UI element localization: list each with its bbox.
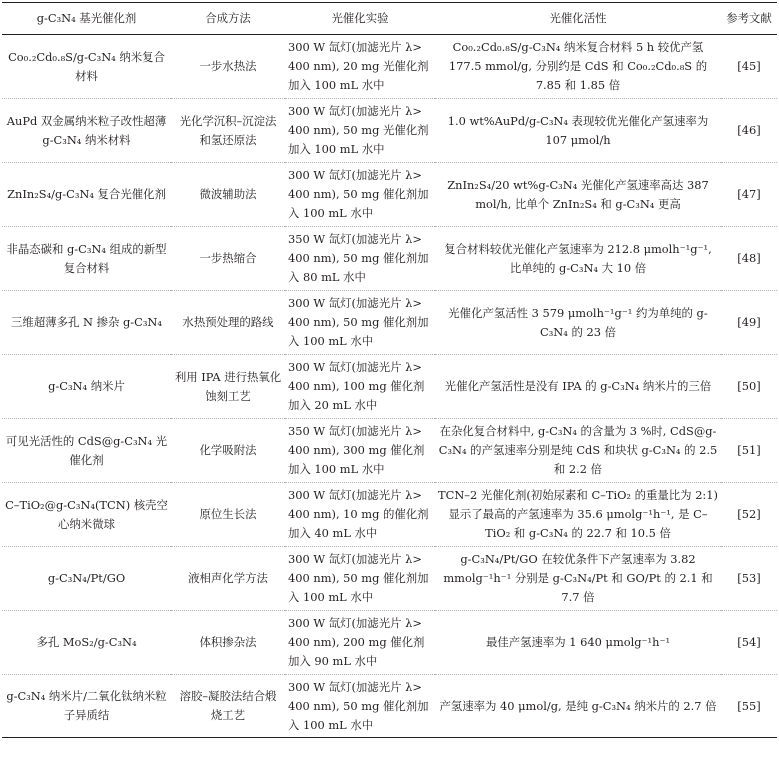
- cell-method: 溶胶–凝胶法结合煅烧工艺: [171, 675, 285, 738]
- table-row: [2, 675, 777, 738]
- cell-activity: 在杂化复合材料中, g-C₃N₄ 的含量为 3 %时, CdS@g-C₃N₄ 的产氢速率分别是纯 CdS 和块状 g-C₃N₄ 的 2.5 和 2.2 倍: [435, 419, 721, 483]
- cell-experiment: 300 W 氙灯(加滤光片 λ> 400 nm), 50 mg 光催化剂加入 100 mL 水中: [285, 99, 435, 163]
- cell-reference: [48]: [721, 227, 777, 291]
- cell-catalyst: 可见光活性的 CdS@g-C₃N₄ 光催化剂: [2, 419, 171, 483]
- cell-experiment: 300 W 氙灯(加滤光片 λ> 400 nm), 50 mg 催化剂加入 100 mL 水中: [285, 675, 435, 738]
- cell-reference: [54]: [721, 611, 777, 675]
- catalyst-table: [2, 2, 777, 738]
- cell-activity: 1.0 wt%AuPd/g-C₃N₄ 表现较优光催化产氢速率为 107 μmol/h: [435, 99, 721, 163]
- cell-reference: [49]: [721, 291, 777, 355]
- cell-activity: ZnIn₂S₄/20 wt%g-C₃N₄ 光催化产氢速率高达 387 mol/h, 比单个 ZnIn₂S₄ 和 g-C₃N₄ 更高: [435, 163, 721, 227]
- cell-method: 一步热缩合: [171, 227, 285, 291]
- header-catalyst: g-C₃N₄ 基光催化剂: [2, 3, 171, 35]
- cell-reference: [52]: [721, 483, 777, 547]
- header-method: 合成方法: [171, 3, 285, 35]
- header-activity: 光催化活性: [435, 3, 721, 35]
- table-row: [2, 35, 777, 99]
- table-row: [2, 291, 777, 355]
- table-row: [2, 611, 777, 675]
- cell-reference: [55]: [721, 675, 777, 738]
- cell-catalyst: 三维超薄多孔 N 掺杂 g-C₃N₄: [2, 291, 171, 355]
- cell-activity: 光催化产氢活性 3 579 μmolh⁻¹g⁻¹ 约为单纯的 g-C₃N₄ 的 23 倍: [435, 291, 721, 355]
- table-row: [2, 163, 777, 227]
- cell-experiment: 300 W 氙灯(加滤光片 λ> 400 nm), 50 mg 催化剂加入 100 mL 水中: [285, 163, 435, 227]
- cell-catalyst: g-C₃N₄ 纳米片: [2, 355, 171, 419]
- cell-method: 一步水热法: [171, 35, 285, 99]
- table-row: [2, 99, 777, 163]
- header-reference: 参考文献: [721, 3, 777, 35]
- table-row: [2, 355, 777, 419]
- table-row: [2, 547, 777, 611]
- cell-catalyst: g-C₃N₄ 纳米片/二氧化钛纳米粒子异质结: [2, 675, 171, 738]
- cell-catalyst: C–TiO₂@g-C₃N₄(TCN) 核壳空心纳米微球: [2, 483, 171, 547]
- cell-reference: [51]: [721, 419, 777, 483]
- cell-activity: g-C₃N₄/Pt/GO 在较优条件下产氢速率为 3.82 mmolg⁻¹h⁻¹ 分别是 g-C₃N₄/Pt 和 GO/Pt 的 2.1 和 7.7 倍: [435, 547, 721, 611]
- table-header-row: [2, 3, 777, 35]
- cell-method: 利用 IPA 进行热氧化蚀刻工艺: [171, 355, 285, 419]
- cell-experiment: 300 W 氙灯(加滤光片 λ> 400 nm), 10 mg 的催化剂加入 40 mL 水中: [285, 483, 435, 547]
- cell-experiment: 350 W 氙灯(加滤光片 λ> 400 nm), 300 mg 催化剂加入 100 mL 水中: [285, 419, 435, 483]
- cell-method: 体积掺杂法: [171, 611, 285, 675]
- cell-reference: [53]: [721, 547, 777, 611]
- cell-method: 水热预处理的路线: [171, 291, 285, 355]
- cell-experiment: 300 W 氙灯(加滤光片 λ> 400 nm), 200 mg 催化剂加入 90 mL 水中: [285, 611, 435, 675]
- cell-catalyst: 多孔 MoS₂/g-C₃N₄: [2, 611, 171, 675]
- header-experiment: 光催化实验: [285, 3, 435, 35]
- cell-experiment: 350 W 氙灯(加滤光片 λ> 400 nm), 50 mg 催化剂加入 80 mL 水中: [285, 227, 435, 291]
- table-row: [2, 483, 777, 547]
- cell-method: 液相声化学方法: [171, 547, 285, 611]
- cell-catalyst: AuPd 双金属纳米粒子改性超薄 g-C₃N₄ 纳米材料: [2, 99, 171, 163]
- cell-catalyst: 非晶态碳和 g-C₃N₄ 组成的新型复合材料: [2, 227, 171, 291]
- cell-method: 化学吸附法: [171, 419, 285, 483]
- cell-activity: 产氢速率为 40 μmol/g, 是纯 g-C₃N₄ 纳米片的 2.7 倍: [435, 675, 721, 738]
- cell-activity: 光催化产氢活性是没有 IPA 的 g-C₃N₄ 纳米片的三倍: [435, 355, 721, 419]
- cell-reference: [45]: [721, 35, 777, 99]
- cell-method: 微波辅助法: [171, 163, 285, 227]
- table-row: [2, 419, 777, 483]
- cell-method: 原位生长法: [171, 483, 285, 547]
- cell-catalyst: ZnIn₂S₄/g-C₃N₄ 复合光催化剂: [2, 163, 171, 227]
- cell-catalyst: g-C₃N₄/Pt/GO: [2, 547, 171, 611]
- cell-experiment: 300 W 氙灯(加滤光片 λ> 400 nm), 100 mg 催化剂加入 20 mL 水中: [285, 355, 435, 419]
- cell-experiment: 300 W 氙灯(加滤光片 λ> 400 nm), 50 mg 催化剂加入 100 mL 水中: [285, 547, 435, 611]
- cell-experiment: 300 W 氙灯(加滤光片 λ> 400 nm), 50 mg 催化剂加入 100 mL 水中: [285, 291, 435, 355]
- cell-experiment: 300 W 氙灯(加滤光片 λ> 400 nm), 20 mg 光催化剂加入 100 mL 水中: [285, 35, 435, 99]
- cell-method: 光化学沉积–沉淀法和氢还原法: [171, 99, 285, 163]
- cell-reference: [46]: [721, 99, 777, 163]
- cell-activity: 复合材料较优光催化产氢速率为 212.8 μmolh⁻¹g⁻¹, 比单纯的 g-C₃N₄ 大 10 倍: [435, 227, 721, 291]
- cell-reference: [47]: [721, 163, 777, 227]
- table-row: [2, 227, 777, 291]
- cell-activity: Co₀.₂Cd₀.₈S/g-C₃N₄ 纳米复合材料 5 h 较优产氢 177.5 mmol/g, 分别约是 CdS 和 Co₀.₂Cd₀.₈S 的 7.85 和 1.85 倍: [435, 35, 721, 99]
- cell-reference: [50]: [721, 355, 777, 419]
- cell-activity: TCN–2 光催化剂(初始尿素和 C–TiO₂ 的重量比为 2:1)显示了最高的产氢速率为 35.6 μmolg⁻¹h⁻¹, 是 C–TiO₂ 和 g-C₃N₄ 的 22.7 和 10.5 倍: [435, 483, 721, 547]
- cell-activity: 最佳产氢速率为 1 640 μmolg⁻¹h⁻¹: [435, 611, 721, 675]
- cell-catalyst: Co₀.₂Cd₀.₈S/g-C₃N₄ 纳米复合材料: [2, 35, 171, 99]
